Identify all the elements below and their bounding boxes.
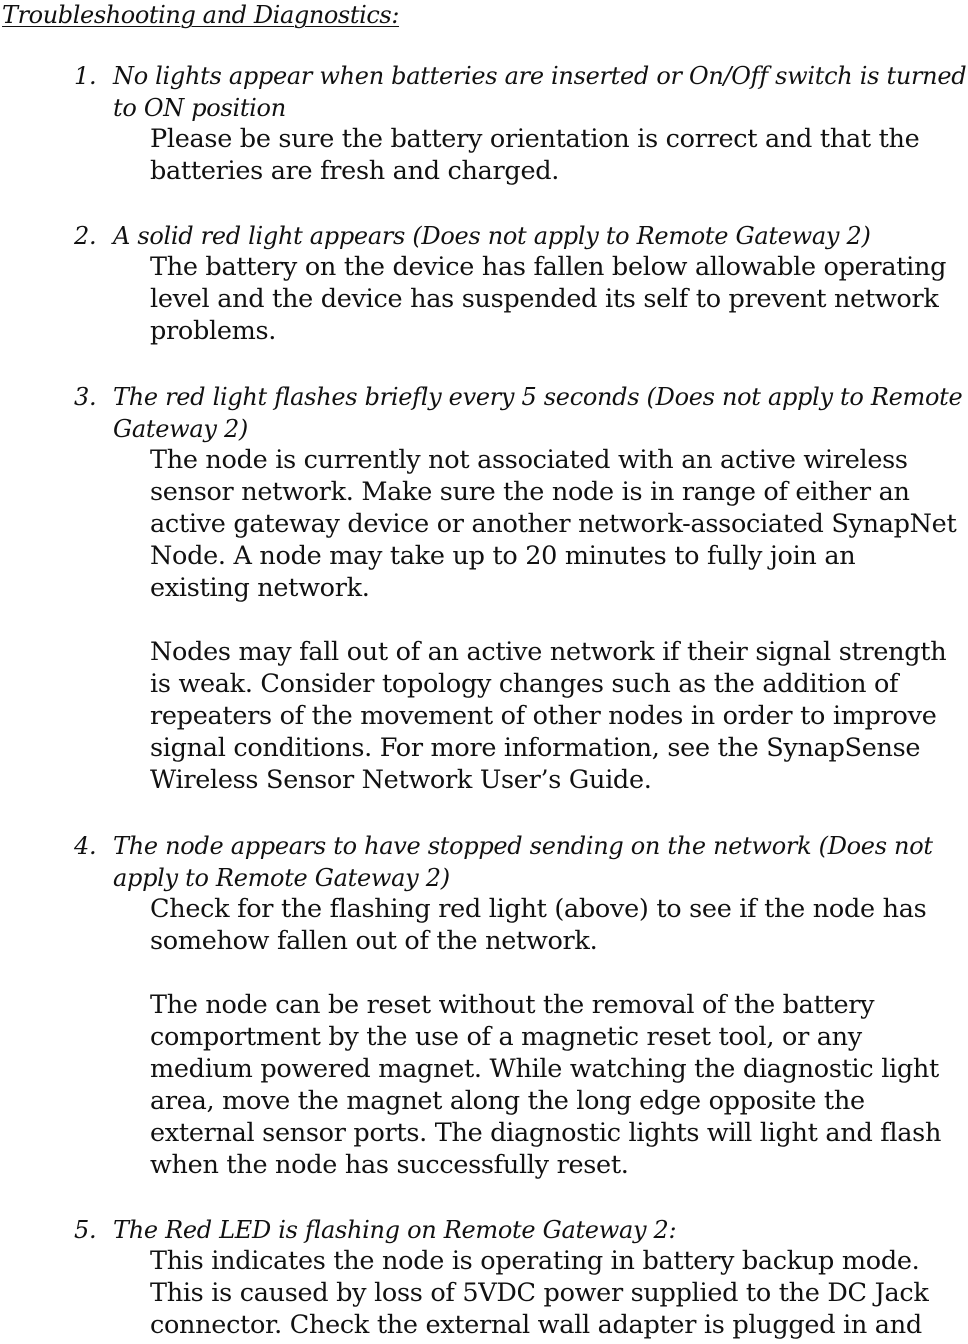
item-answer-line: batteries are fresh and charged. xyxy=(150,156,560,186)
item-question-line: The node appears to have stopped sending on the network (Does not xyxy=(113,832,933,860)
item-answer-line: Please be sure the battery orientation is correct and that the xyxy=(150,124,920,154)
item-answer-line: is weak. Consider topology changes such as the addition of xyxy=(150,669,899,699)
item-answer-line: comportment by the use of a magnetic reset tool, or any xyxy=(150,1022,862,1052)
item-question-line: apply to Remote Gateway 2) xyxy=(113,864,450,892)
item-number: 3. xyxy=(74,383,97,411)
item-question-line: The red light flashes briefly every 5 seconds (Does not apply to Remote xyxy=(113,383,963,411)
item-question-line: The Red LED is flashing on Remote Gateway 2: xyxy=(113,1216,677,1244)
item-answer-line: Check for the flashing red light (above) to see if the node has xyxy=(150,894,927,924)
item-answer-line: area, move the magnet along the long edge opposite the xyxy=(150,1086,865,1116)
item-number: 5. xyxy=(74,1216,97,1244)
item-answer-line: signal conditions. For more information, see the SynapSense xyxy=(150,733,921,763)
item-answer-line: The node can be reset without the removal of the battery xyxy=(150,990,875,1020)
item-answer-line: Wireless Sensor Network User’s Guide. xyxy=(150,765,652,795)
page-title: Troubleshooting and Diagnostics: xyxy=(2,1,400,29)
item-number: 4. xyxy=(74,832,97,860)
item-answer-line: repeaters of the movement of other nodes in order to improve xyxy=(150,701,937,731)
item-answer-line: sensor network. Make sure the node is in range of either an xyxy=(150,477,910,507)
item-answer-line: when the node has successfully reset. xyxy=(150,1150,629,1180)
item-answer-line: external sensor ports. The diagnostic lights will light and flash xyxy=(150,1118,942,1148)
item-number: 1. xyxy=(74,62,97,90)
item-answer-line: Nodes may fall out of an active network if their signal strength xyxy=(150,637,947,667)
item-number: 2. xyxy=(74,222,97,250)
item-question-line: to ON position xyxy=(113,94,286,122)
item-answer-line: This is caused by loss of 5VDC power supplied to the DC Jack xyxy=(150,1278,929,1308)
item-question-line: Gateway 2) xyxy=(113,415,249,443)
item-answer-line: problems. xyxy=(150,316,277,346)
item-answer-line: The node is currently not associated with an active wireless xyxy=(150,445,908,475)
item-answer-line: level and the device has suspended its self to prevent network xyxy=(150,284,939,314)
item-answer-line: connector. Check the external wall adapter is plugged in and xyxy=(150,1310,922,1340)
item-answer-line: existing network. xyxy=(150,573,370,603)
item-answer-line: Node. A node may take up to 20 minutes to fully join an xyxy=(150,541,856,571)
item-answer-line: This indicates the node is operating in battery backup mode. xyxy=(150,1246,920,1276)
item-question-line: A solid red light appears (Does not apply to Remote Gateway 2) xyxy=(113,222,871,250)
item-answer-line: active gateway device or another network-associated SynapNet xyxy=(150,509,957,539)
item-answer-line: medium powered magnet. While watching the diagnostic light xyxy=(150,1054,940,1084)
item-answer-line: somehow fallen out of the network. xyxy=(150,926,598,956)
item-question-line: No lights appear when batteries are inserted or On/Off switch is turned xyxy=(113,62,967,90)
item-answer-line: The battery on the device has fallen below allowable operating xyxy=(150,252,947,282)
